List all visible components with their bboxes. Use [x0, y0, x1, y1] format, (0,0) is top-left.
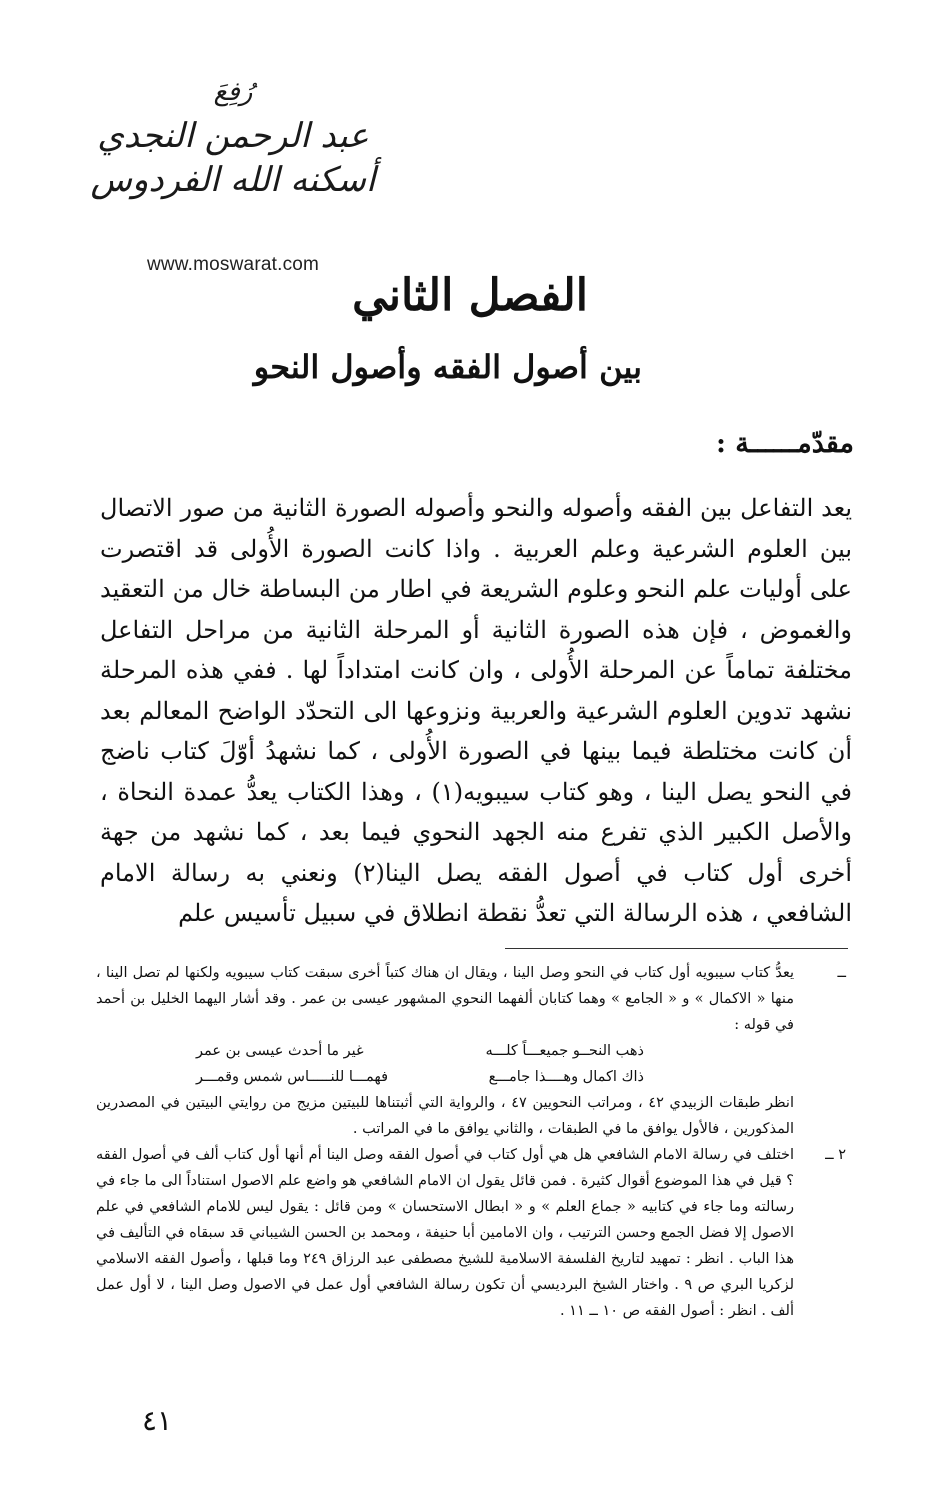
verse-line-2 [96, 1064, 794, 1090]
chapter-title: الفصل الثاني [352, 270, 588, 321]
stamp-line-3: أسكنه الله الفردوس [90, 160, 376, 200]
stamp-line-2: عبد الرحمن النجدي [97, 116, 369, 156]
library-stamp [88, 70, 378, 280]
footnote-1-mark: ــ [837, 965, 846, 981]
intro-heading: مقدّمــــــة : [715, 428, 854, 459]
page-number: ٤١ [142, 1404, 173, 1437]
signature-stamp [88, 70, 378, 202]
body-paragraph: يعد التفاعل بين الفقه وأصوله والنحو وأصوله الصورة الثانية من صور الاتصال بين العلوم الشرعية وعلم العربية . واذا كانت الصورة الأُولى قد اقتصرت على أوليات علم النحو وعلوم الشريعة في اطار من البساطة خال من التعقيد والغموض ، فإن هذه الصورة الثانية أو المرحلة الثانية من مراحل التفاعل مختلفة تماماً عن المرحلة الأُولى ، وان كانت امتداداً لها . ففي هذه المرحلة نشهد تدوين العلوم الشرعية والعربية ونزوعها الى التحدّد الواضح المعالم بعد أن كانت مختلطة فيما بينها في الصورة الأُولى ، كما نشهدُ أوّلَ كتاب ناضج في النحو يصل الينا ، وهو كتاب سيبويه(١) ، وهذا الكتاب يعدُّ عمدة النحاة ، والأصل الكبير الذي تفرع منه الجهد النحوي فيما بعد ، كما نشهد من جهة أخرى أول كتاب في أصول الفقه يصل الينا(٢) ونعني به رسالة الامام الشافعي ، هذه الرسالة التي تعدُّ نقطة انطلاق في سبيل تأسيس علم [100, 494, 853, 927]
footnote-2-text: اختلف في رسالة الامام الشافعي هل هي أول كتاب في أصول الفقه وصل الينا أم أنها أول كتاب ألف في أصول الفقه ؟ قيل في هذا الموضوع أقوال كثيرة . فمن قائل يقول ان الامام الشافعي هو واضع علم الاصول استناداً الى ما جاء في رسالته وما جاء في كتابيه « جماع العلم » و « ابطال الاستحسان » ومن قائل : يقول ليس للامام الشافعي في علم الاصول إلا فضل الجمع وحسن الترتيب ، وان الامامين أبا حنيفة ، ومحمد بن الحسن الشيباني قد سبقاه في التأليف في هذا الباب . انظر : تمهيد لتاريخ الفلسفة الاسلامية للشيخ مصطفى عبد الرزاق ٢٤٩ وما قبلها ، وأصول الفقه الاسلامي لزكريا البري ص ٩ . واختار الشيخ البرديسي أن تكون رسالة الشافعي أول عمل في الاصول وصل الينا ، لا أول عمل ألف . انظر : أصول الفقه ص ١٠ ــ ١١ . [96, 1147, 794, 1319]
website-url: www.moswarat.com [146, 254, 320, 275]
footnotes [96, 960, 846, 1324]
footnote-1-reference: انظر طبقات الزبيدي ٤٢ ، ومراتب النحويين ٤٧ ، والرواية التي أثبتناها للبيتين مزيج من روايتي البيتين في المصدرين المذكورين ، فالأول يوافق ما في الطبقات ، والثاني يوافق ما في المراتب . [96, 1095, 794, 1137]
verse-2-hemistich-b: فهمـــا للنـــــاس شمس وقمـــر [196, 1069, 389, 1085]
footnote-2-mark: ٢ ــ [825, 1147, 846, 1163]
footnote-2 [96, 1142, 846, 1324]
footnote-1 [96, 960, 846, 1142]
verse-1-hemistich-a: ذهب النحــو جميعـــاً كلـــه [485, 1043, 644, 1059]
stamp-line-1: رُفِعَ [213, 77, 253, 107]
footnote-divider [505, 948, 848, 949]
footnote-1-text: يعدُّ كتاب سيبويه أول كتاب في النحو وصل الينا ، ويقال ان هناك كتباً أخرى سبقت كتاب سيبويه ولكنها لم تصل الينا ، منها « الاكمال » و « الجامع » وهما كتابان ألفهما النحوي المشهور عيسى بن عمر . وقد أشار اليهما الخليل بن أحمد في قوله : [96, 965, 794, 1033]
verse-line-1 [96, 1038, 794, 1064]
verse-1-hemistich-b: غير ما أحدث عيسى بن عمر [196, 1043, 364, 1059]
chapter-subtitle: بين أصول الفقه وأصول النحو [253, 348, 642, 386]
verse-2-hemistich-a: ذاك اكمال وهــــذا جامـــع [488, 1069, 644, 1085]
